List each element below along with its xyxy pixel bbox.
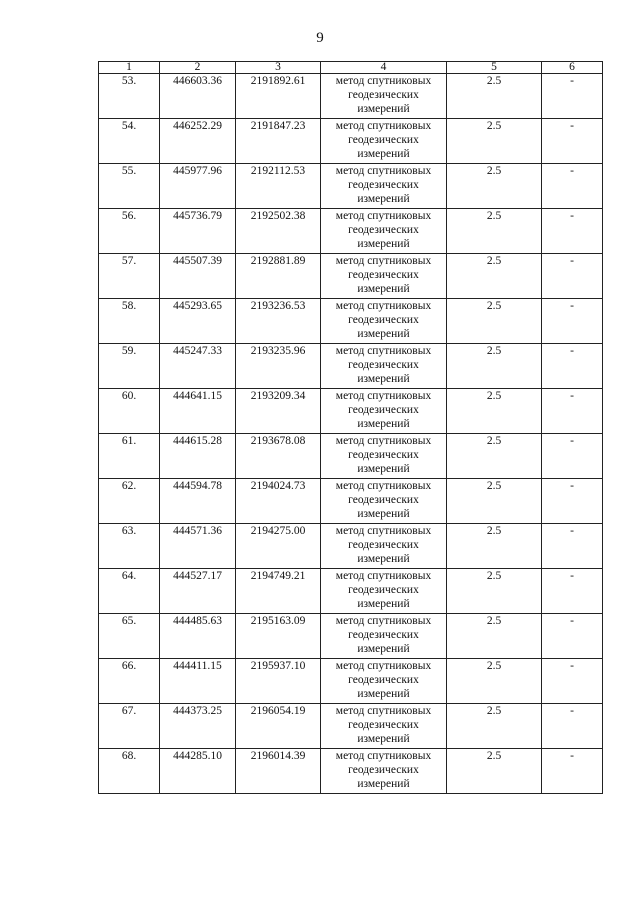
table-row <box>99 74 603 119</box>
method-cell: метод спутниковых геодезических измерений <box>321 704 447 749</box>
note-cell: - <box>542 344 603 389</box>
point-number: 61. <box>99 434 160 479</box>
accuracy-cell: 2.5 <box>447 479 542 524</box>
point-number: 68. <box>99 749 160 794</box>
accuracy-cell: 2.5 <box>447 434 542 479</box>
page-number: 9 <box>316 30 324 46</box>
table-row <box>99 119 603 164</box>
point-number: 63. <box>99 524 160 569</box>
x-coordinate: 445736.79 <box>160 209 236 254</box>
x-coordinate: 444615.28 <box>160 434 236 479</box>
y-coordinate: 2193678.08 <box>236 434 321 479</box>
accuracy-cell: 2.5 <box>447 614 542 659</box>
accuracy-cell: 2.5 <box>447 389 542 434</box>
accuracy-cell: 2.5 <box>447 569 542 614</box>
x-coordinate: 445507.39 <box>160 254 236 299</box>
column-header: 5 <box>447 62 542 74</box>
method-cell: метод спутниковых геодезических измерений <box>321 344 447 389</box>
column-header: 3 <box>236 62 321 74</box>
table-row <box>99 569 603 614</box>
note-cell: - <box>542 569 603 614</box>
note-cell: - <box>542 749 603 794</box>
column-header: 2 <box>160 62 236 74</box>
column-header: 6 <box>542 62 603 74</box>
accuracy-cell: 2.5 <box>447 254 542 299</box>
x-coordinate: 445977.96 <box>160 164 236 209</box>
note-cell: - <box>542 74 603 119</box>
accuracy-cell: 2.5 <box>447 659 542 704</box>
note-cell: - <box>542 119 603 164</box>
method-cell: метод спутниковых геодезических измерений <box>321 479 447 524</box>
point-number: 64. <box>99 569 160 614</box>
accuracy-cell: 2.5 <box>447 704 542 749</box>
x-coordinate: 444594.78 <box>160 479 236 524</box>
accuracy-cell: 2.5 <box>447 749 542 794</box>
table-row <box>99 344 603 389</box>
method-cell: метод спутниковых геодезических измерений <box>321 119 447 164</box>
y-coordinate: 2195163.09 <box>236 614 321 659</box>
y-coordinate: 2193236.53 <box>236 299 321 344</box>
point-number: 53. <box>99 74 160 119</box>
table-row <box>99 434 603 479</box>
table-row <box>99 164 603 209</box>
table-row <box>99 704 603 749</box>
note-cell: - <box>542 479 603 524</box>
x-coordinate: 445247.33 <box>160 344 236 389</box>
accuracy-cell: 2.5 <box>447 524 542 569</box>
accuracy-cell: 2.5 <box>447 299 542 344</box>
y-coordinate: 2193209.34 <box>236 389 321 434</box>
y-coordinate: 2192112.53 <box>236 164 321 209</box>
method-cell: метод спутниковых геодезических измерений <box>321 614 447 659</box>
column-header: 1 <box>99 62 160 74</box>
note-cell: - <box>542 659 603 704</box>
x-coordinate: 444373.25 <box>160 704 236 749</box>
x-coordinate: 444285.10 <box>160 749 236 794</box>
table-row <box>99 254 603 299</box>
y-coordinate: 2193235.96 <box>236 344 321 389</box>
x-coordinate: 444485.63 <box>160 614 236 659</box>
point-number: 56. <box>99 209 160 254</box>
accuracy-cell: 2.5 <box>447 119 542 164</box>
y-coordinate: 2195937.10 <box>236 659 321 704</box>
x-coordinate: 444571.36 <box>160 524 236 569</box>
table-row <box>99 479 603 524</box>
table-header-row <box>99 62 603 74</box>
point-number: 66. <box>99 659 160 704</box>
y-coordinate: 2192502.38 <box>236 209 321 254</box>
table-row <box>99 389 603 434</box>
note-cell: - <box>542 524 603 569</box>
y-coordinate: 2194275.00 <box>236 524 321 569</box>
note-cell: - <box>542 389 603 434</box>
x-coordinate: 444641.15 <box>160 389 236 434</box>
coordinates-table <box>98 61 603 794</box>
note-cell: - <box>542 614 603 659</box>
y-coordinate: 2194749.21 <box>236 569 321 614</box>
y-coordinate: 2191892.61 <box>236 74 321 119</box>
point-number: 55. <box>99 164 160 209</box>
point-number: 65. <box>99 614 160 659</box>
y-coordinate: 2196054.19 <box>236 704 321 749</box>
point-number: 58. <box>99 299 160 344</box>
method-cell: метод спутниковых геодезических измерений <box>321 524 447 569</box>
method-cell: метод спутниковых геодезических измерений <box>321 209 447 254</box>
y-coordinate: 2196014.39 <box>236 749 321 794</box>
point-number: 62. <box>99 479 160 524</box>
note-cell: - <box>542 209 603 254</box>
y-coordinate: 2191847.23 <box>236 119 321 164</box>
point-number: 54. <box>99 119 160 164</box>
table-row <box>99 614 603 659</box>
y-coordinate: 2194024.73 <box>236 479 321 524</box>
point-number: 60. <box>99 389 160 434</box>
method-cell: метод спутниковых геодезических измерений <box>321 569 447 614</box>
table-row <box>99 299 603 344</box>
y-coordinate: 2192881.89 <box>236 254 321 299</box>
table-row <box>99 209 603 254</box>
table-body <box>99 74 603 794</box>
note-cell: - <box>542 434 603 479</box>
note-cell: - <box>542 704 603 749</box>
method-cell: метод спутниковых геодезических измерений <box>321 74 447 119</box>
column-header: 4 <box>321 62 447 74</box>
note-cell: - <box>542 164 603 209</box>
point-number: 59. <box>99 344 160 389</box>
note-cell: - <box>542 254 603 299</box>
method-cell: метод спутниковых геодезических измерений <box>321 659 447 704</box>
x-coordinate: 444411.15 <box>160 659 236 704</box>
table-row <box>99 659 603 704</box>
accuracy-cell: 2.5 <box>447 164 542 209</box>
method-cell: метод спутниковых геодезических измерений <box>321 254 447 299</box>
accuracy-cell: 2.5 <box>447 344 542 389</box>
note-cell: - <box>542 299 603 344</box>
point-number: 57. <box>99 254 160 299</box>
method-cell: метод спутниковых геодезических измерений <box>321 299 447 344</box>
x-coordinate: 444527.17 <box>160 569 236 614</box>
method-cell: метод спутниковых геодезических измерений <box>321 434 447 479</box>
x-coordinate: 445293.65 <box>160 299 236 344</box>
accuracy-cell: 2.5 <box>447 209 542 254</box>
table-row <box>99 524 603 569</box>
method-cell: метод спутниковых геодезических измерений <box>321 749 447 794</box>
table-row <box>99 749 603 794</box>
x-coordinate: 446252.29 <box>160 119 236 164</box>
point-number: 67. <box>99 704 160 749</box>
x-coordinate: 446603.36 <box>160 74 236 119</box>
method-cell: метод спутниковых геодезических измерений <box>321 389 447 434</box>
accuracy-cell: 2.5 <box>447 74 542 119</box>
method-cell: метод спутниковых геодезических измерений <box>321 164 447 209</box>
